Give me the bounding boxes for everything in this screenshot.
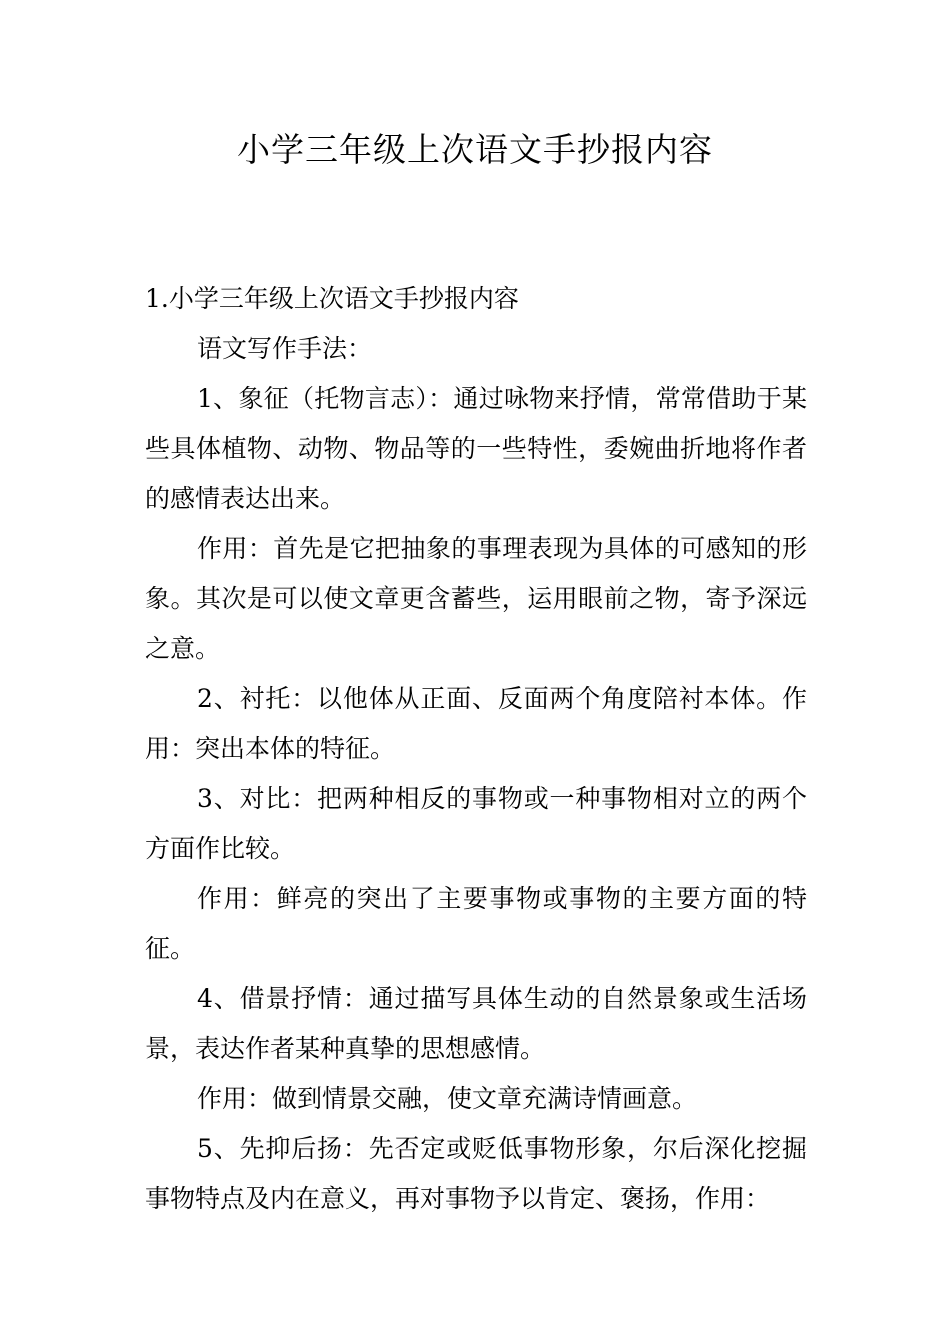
paragraph-suppress-then-praise: 5、先抑后扬：先否定或贬低事物形象，尔后深化挖掘事物特点及内在意义，再对事物予以肯定、褒扬，作用： [145,1134,807,1213]
paragraph-symbolism: 1、象征（托物言志）：通过咏物来抒情，常常借助于某些具体植物、动物、物品等的一些特性，委婉曲折地将作者的感情表达出来。 [145,384,807,513]
document-title: 小学三年级上次语文手抄报内容 [237,130,713,169]
paragraph-foil: 2、衬托：以他体从正面、反面两个角度陪衬本体。作用：突出本体的特征。 [145,684,807,763]
paragraph-scenery-lyricism: 4、借景抒情：通过描写具体生动的自然景象或生活场景，表达作者某种真挚的思想感情。 [145,984,807,1063]
paragraph-contrast-effect: 作用：鲜亮的突出了主要事物或事物的主要方面的特征。 [145,884,807,963]
document-body [145,274,807,1224]
section-heading: 1.小学三年级上次语文手抄报内容 [145,284,519,313]
paragraph-scenery-effect: 作用：做到情景交融，使文章充满诗情画意。 [197,1084,698,1113]
paragraph-writing-techniques: 语文写作手法： [197,334,373,363]
paragraph-contrast: 3、对比：把两种相反的事物或一种事物相对立的两个方面作比较。 [145,784,807,863]
paragraph-symbolism-effect: 作用：首先是它把抽象的事理表现为具体的可感知的形象。其次是可以使文章更含蓄些，运用眼前之物，寄予深远之意。 [145,534,807,663]
